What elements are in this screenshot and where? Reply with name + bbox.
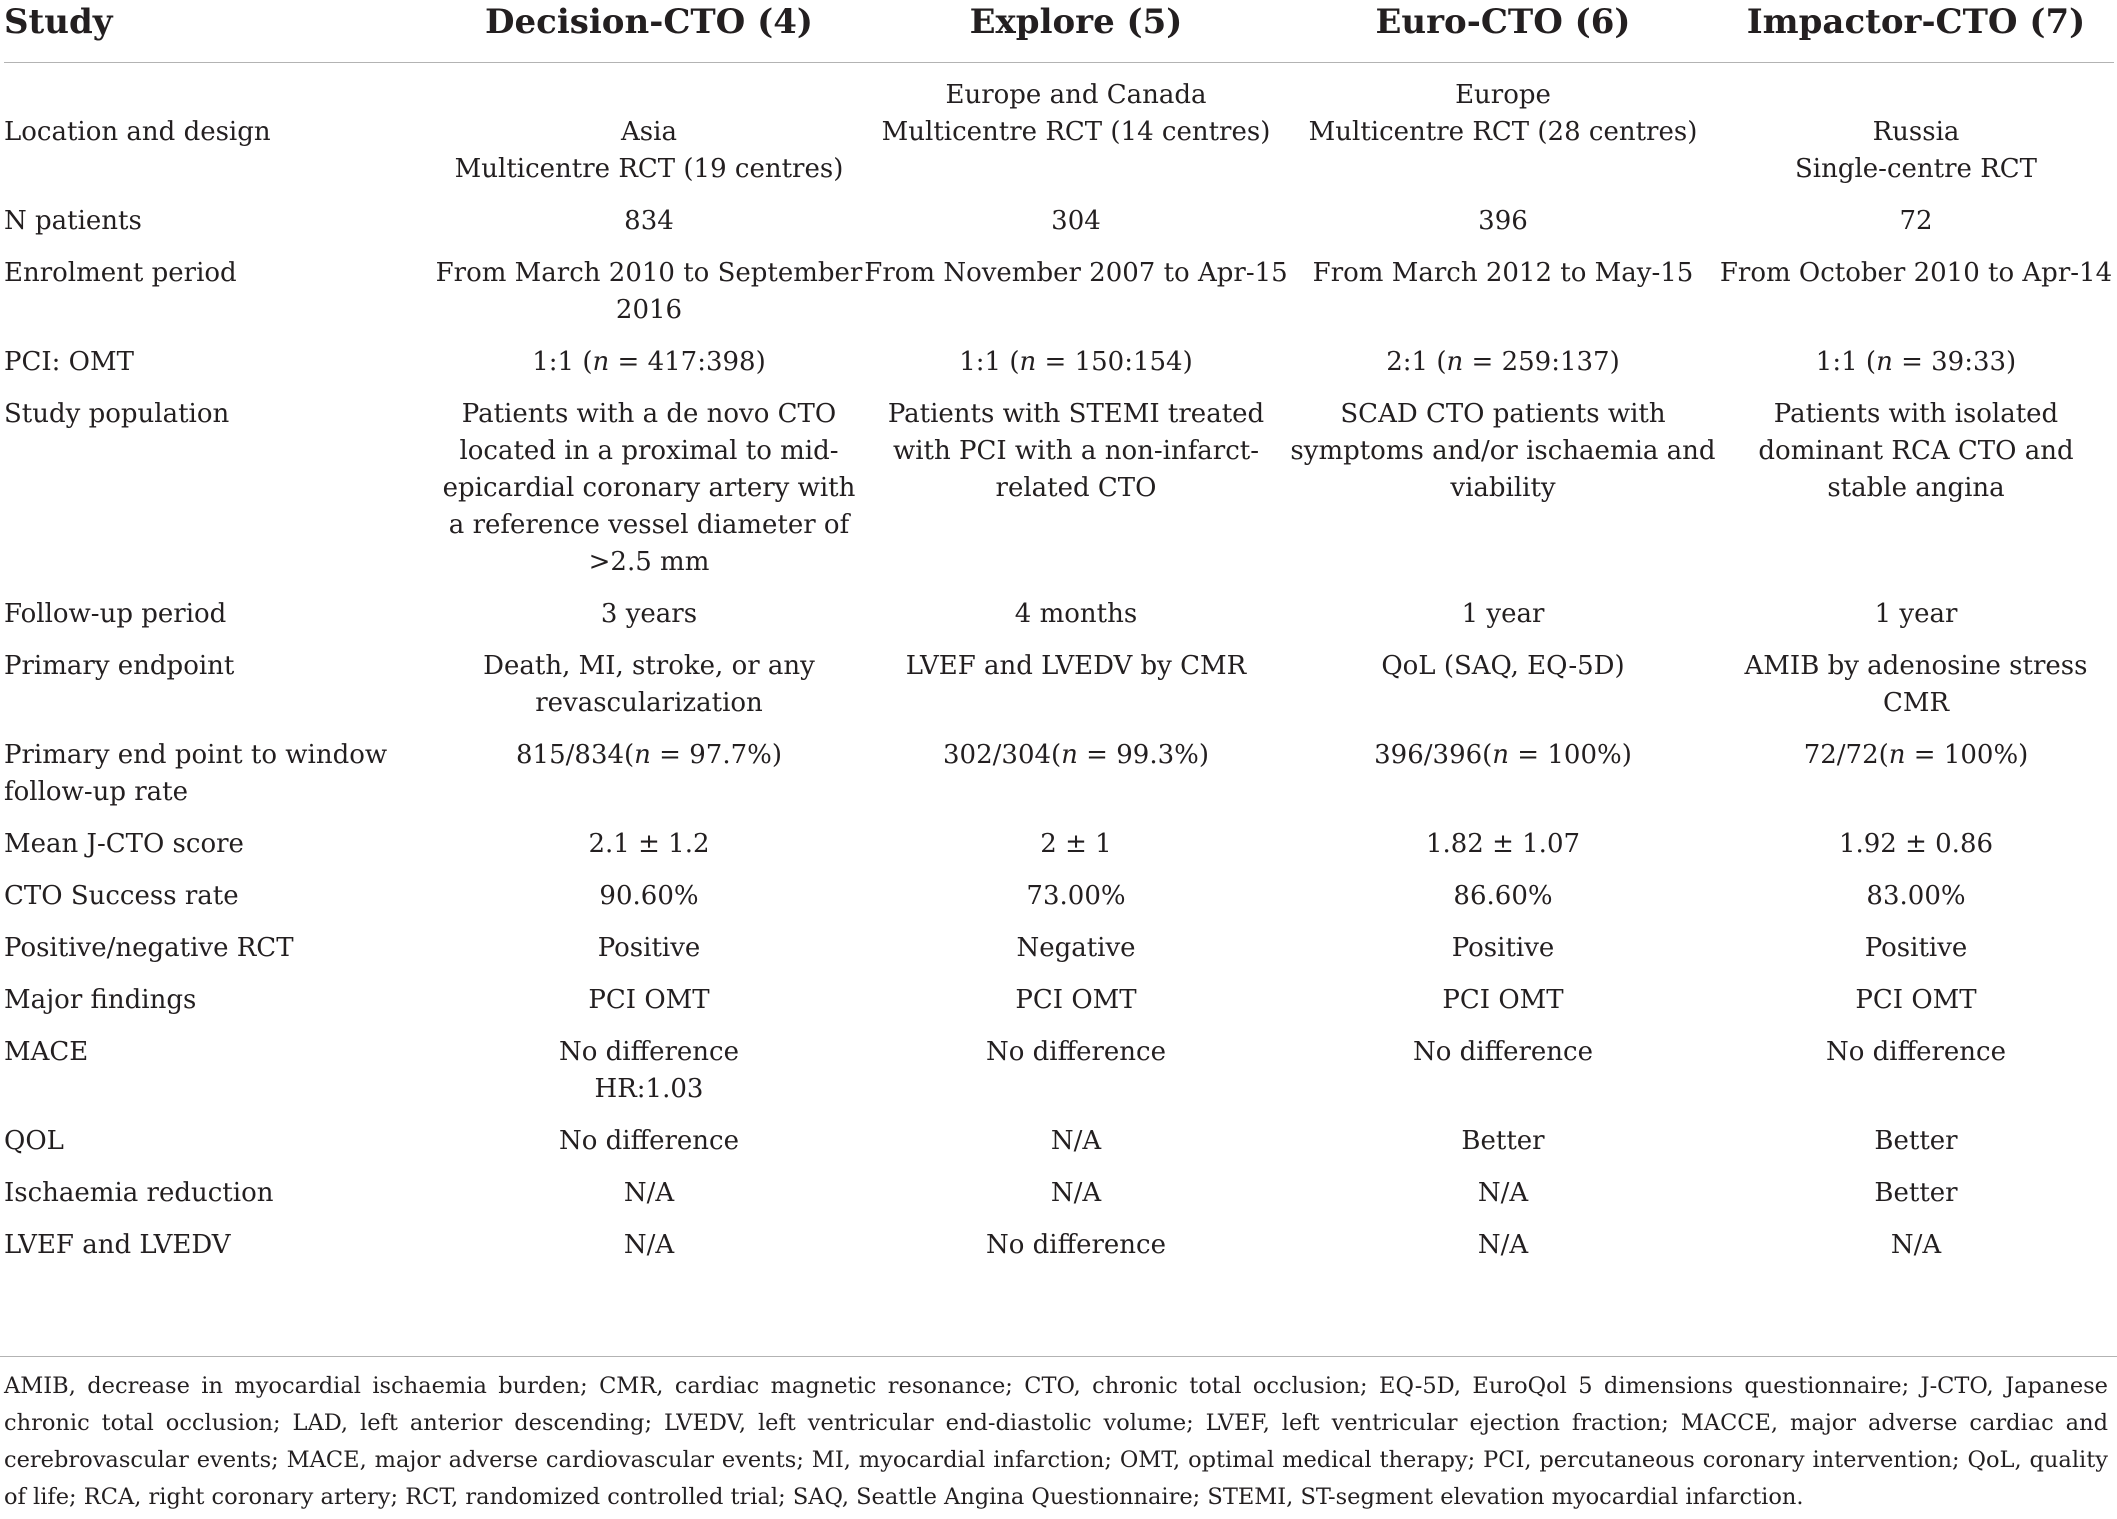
cell-text: 1:1 (n = 417:398) [532,347,766,377]
table-cell [1718,923,2114,975]
table-cell [434,196,864,248]
table-cell [864,1220,1288,1272]
cell-text: Europe [1455,80,1551,110]
cell-text: N/A [1050,1126,1102,1156]
cell-text: N/A [1477,1178,1529,1208]
cell-text: 1 year [1874,599,1958,629]
italic-n: n [592,347,610,377]
italic-n: n [1876,347,1893,377]
row-label: PCI: OMT [4,347,134,377]
table-cell [864,63,1288,197]
table-cell [1288,1116,1718,1168]
table-row [4,819,2114,871]
cell-text: N/A [623,1230,675,1260]
table-cell [1718,337,2114,389]
row-label: Enrolment period [4,258,237,288]
cell-text: Europe and Canada [945,80,1207,110]
table-cell [1718,1168,2114,1220]
cell-text: LVEF and LVEDV by CMR [905,651,1247,681]
table-cell [1718,641,2114,730]
row-label: Location and design [4,117,271,147]
cell-text: Positive [597,933,701,963]
table-cell [1718,389,2114,589]
header-explore: Explore (5) [864,0,1288,63]
cell-text: Positive [1864,933,1968,963]
header-impactor-cto: Impactor-CTO (7) [1718,0,2114,63]
cell-text: 1:1 (n = 39:33) [1815,347,2017,377]
table-cell [1718,975,2114,1027]
table-cell [864,641,1288,730]
cell-text: 72/72(n = 100%) [1803,740,2029,770]
row-label: CTO Success rate [4,881,239,911]
table-cell [434,1027,864,1116]
cell-text: Negative [1016,933,1136,963]
row-label: Major findings [4,985,197,1015]
cell-text: 73.00% [1026,881,1126,911]
cell-text: 86.60% [1453,881,1553,911]
header-row [4,0,2114,63]
table-cell [864,1027,1288,1116]
cell-text: Better [1874,1126,1958,1156]
table-cell [434,819,864,871]
cell-text: 1 year [1461,599,1545,629]
italic-n: n [1019,347,1037,377]
row-label: Study population [4,399,230,429]
cell-text: 4 months [1014,599,1138,629]
table-cell [434,248,864,337]
row-label: Primary end point to window follow-up rate [4,740,388,807]
cell-text: 3 years [600,599,698,629]
table-row [4,975,2114,1027]
table-cell [434,975,864,1027]
table-cell [1288,1220,1718,1272]
table-cell [864,589,1288,641]
cell-text: 304 [1051,206,1101,236]
row-label: Mean J-CTO score [4,829,244,859]
table-cell [1718,1116,2114,1168]
cell-text: Patients with isolated dominant RCA CTO and stable angina [1758,399,2074,503]
row-label: Positive/negative RCT [4,933,294,963]
table-row [4,730,2114,819]
table-cell [1718,248,2114,337]
cell-text: No difference [1826,1037,2006,1067]
table-cell [864,196,1288,248]
table-row [4,923,2114,975]
table-cell [864,923,1288,975]
italic-n: n [1446,347,1464,377]
row-label: MACE [4,1037,89,1067]
table-cell [864,1116,1288,1168]
table-cell [864,819,1288,871]
cell-text: Better [1461,1126,1545,1156]
cell-text: PCI OMT [588,985,710,1015]
cell-text: Multicentre RCT (28 centres) [1308,117,1698,147]
table-cell [1718,589,2114,641]
cell-text: Asia [621,117,677,147]
italic-n: n [634,740,651,770]
cell-text: 1.92 ± 0.86 [1838,829,1994,859]
table-cell [1288,819,1718,871]
table-cell [1288,871,1718,923]
cell-text: Positive [1451,933,1555,963]
table-cell [1718,871,2114,923]
row-label: N patients [4,206,142,236]
cell-text: No difference [1413,1037,1593,1067]
cell-text: Better [1874,1178,1958,1208]
table-cell [1288,641,1718,730]
cell-text: Multicentre RCT (19 centres) [454,154,844,184]
table-cell [1288,975,1718,1027]
table-cell [434,871,864,923]
table-cell [1288,248,1718,337]
cell-text: AMIB by adenosine stress CMR [1744,651,2088,718]
table-cell [1288,923,1718,975]
table-row [4,1027,2114,1116]
cell-text: Patients with STEMI treated with PCI with a non-infarct-related CTO [887,399,1265,503]
table-header [4,0,2114,63]
table-cell [864,248,1288,337]
header-euro-cto: Euro-CTO (6) [1288,0,1718,63]
cell-text: PCI OMT [1442,985,1564,1015]
table-row [4,63,2114,197]
header-study: Study [4,0,434,63]
table-cell [864,871,1288,923]
table-cell [1288,337,1718,389]
table-row [4,871,2114,923]
table-cell [1718,730,2114,819]
table-row [4,641,2114,730]
cell-text: No difference [559,1126,739,1156]
table-cell [1288,1027,1718,1116]
cell-text: From March 2010 to September 2016 [435,258,863,325]
table-cell [1288,589,1718,641]
cell-text: HR:1.03 [594,1074,704,1104]
table-cell [434,63,864,197]
table-row [4,389,2114,589]
cell-text: PCI OMT [1855,985,1977,1015]
table-cell [434,923,864,975]
cell-text: 1.82 ± 1.07 [1425,829,1581,859]
cell-text: No difference [986,1037,1166,1067]
table-cell [1288,730,1718,819]
table-cell [1718,1027,2114,1116]
table-body [4,63,2114,1273]
cell-text: No difference [559,1037,739,1067]
table-footnote: AMIB, decrease in myocardial ischaemia burden; CMR, cardiac magnetic resonance; CTO, chronic total occlusion; EQ-5D, EuroQol 5 dimensions questionnaire; J-CTO, Japanese chronic total occlusion; LAD, left anterior descending; LVEDV, left ventricular end-diastolic volume; LVEF, left ventricular ejection fraction; MACCE, major adverse cardiac and cerebrovascular events; MACE, major adverse cardiovascular events; MI, myocardial infarction; OMT, optimal medical therapy; PCI, percutaneous coronary intervention; QoL, quality of life; RCA, right coronary artery; RCT, randomized controlled trial; SAQ, Seattle Angina Questionnaire; STEMI, ST-segment elevation myocardial infarction. [4,1373,2108,1510]
cell-text: Russia [1872,117,1960,147]
cell-text: From March 2012 to May-15 [1312,258,1694,288]
cell-text: 83.00% [1866,881,1966,911]
table-row [4,248,2114,337]
table-cell [434,1116,864,1168]
table-cell [864,975,1288,1027]
table-cell [434,389,864,589]
cell-text: No difference [986,1230,1166,1260]
cell-text: 2:1 (n = 259:137) [1386,347,1620,377]
cell-text: 72 [1899,206,1933,236]
row-label: LVEF and LVEDV [4,1230,231,1260]
table-row [4,589,2114,641]
table-cell [434,641,864,730]
cell-text: N/A [1890,1230,1942,1260]
table-cell [864,389,1288,589]
header-decision-cto: Decision-CTO (4) [434,0,864,63]
table-cell [434,589,864,641]
table-cell [1718,196,2114,248]
cell-text: 815/834(n = 97.7%) [516,740,782,770]
italic-n: n [1492,740,1510,770]
table-row [4,1116,2114,1168]
table-cell [1288,1168,1718,1220]
cell-text: 1:1 (n = 150:154) [959,347,1193,377]
table-cell [1718,1220,2114,1272]
cell-text: 834 [624,206,674,236]
footnote-divider [0,1356,2117,1357]
table-cell [864,1168,1288,1220]
cell-text: 90.60% [599,881,699,911]
table-cell [434,337,864,389]
row-label: Follow-up period [4,599,227,629]
table-cell [864,337,1288,389]
table-row [4,337,2114,389]
cell-text: 302/304(n = 99.3%) [943,740,1209,770]
table-cell [1718,819,2114,871]
cell-text: 396/396(n = 100%) [1374,740,1632,770]
table-cell [434,1168,864,1220]
cell-text: Death, MI, stroke, or any revascularization [483,651,815,718]
study-comparison-table [4,0,2114,1272]
table-cell [1718,63,2114,197]
cell-text: Multicentre RCT (14 centres) [881,117,1271,147]
table-row [4,1168,2114,1220]
table-cell [434,1220,864,1272]
table-row [4,196,2114,248]
table-cell [1288,63,1718,197]
row-label: Primary endpoint [4,651,235,681]
cell-text: Single-centre RCT [1794,154,2038,184]
row-label: QOL [4,1126,64,1156]
cell-text: From October 2010 to Apr-14 [1719,258,2113,288]
table-cell [434,730,864,819]
cell-text: Patients with a de novo CTO located in a proximal to mid-epicardial coronary artery with a reference vessel diameter of >2.5 mm [442,399,856,577]
cell-text: N/A [623,1178,675,1208]
table-row [4,1220,2114,1272]
cell-text: PCI OMT [1015,985,1137,1015]
cell-text: From November 2007 to Apr-15 [864,258,1288,288]
cell-text: QoL (SAQ, EQ-5D) [1381,651,1625,681]
table-cell [1288,389,1718,589]
cell-text: N/A [1050,1178,1102,1208]
cell-text: N/A [1477,1230,1529,1260]
italic-n: n [1061,740,1078,770]
row-label: Ischaemia reduction [4,1178,274,1208]
cell-text: 396 [1478,206,1528,236]
cell-text: 2 ± 1 [1040,829,1112,859]
table-cell [864,730,1288,819]
table-cell [1288,196,1718,248]
cell-text: SCAD CTO patients with symptoms and/or ischaemia and viability [1290,399,1716,503]
italic-n: n [1888,740,1906,770]
cell-text: 2.1 ± 1.2 [588,829,710,859]
